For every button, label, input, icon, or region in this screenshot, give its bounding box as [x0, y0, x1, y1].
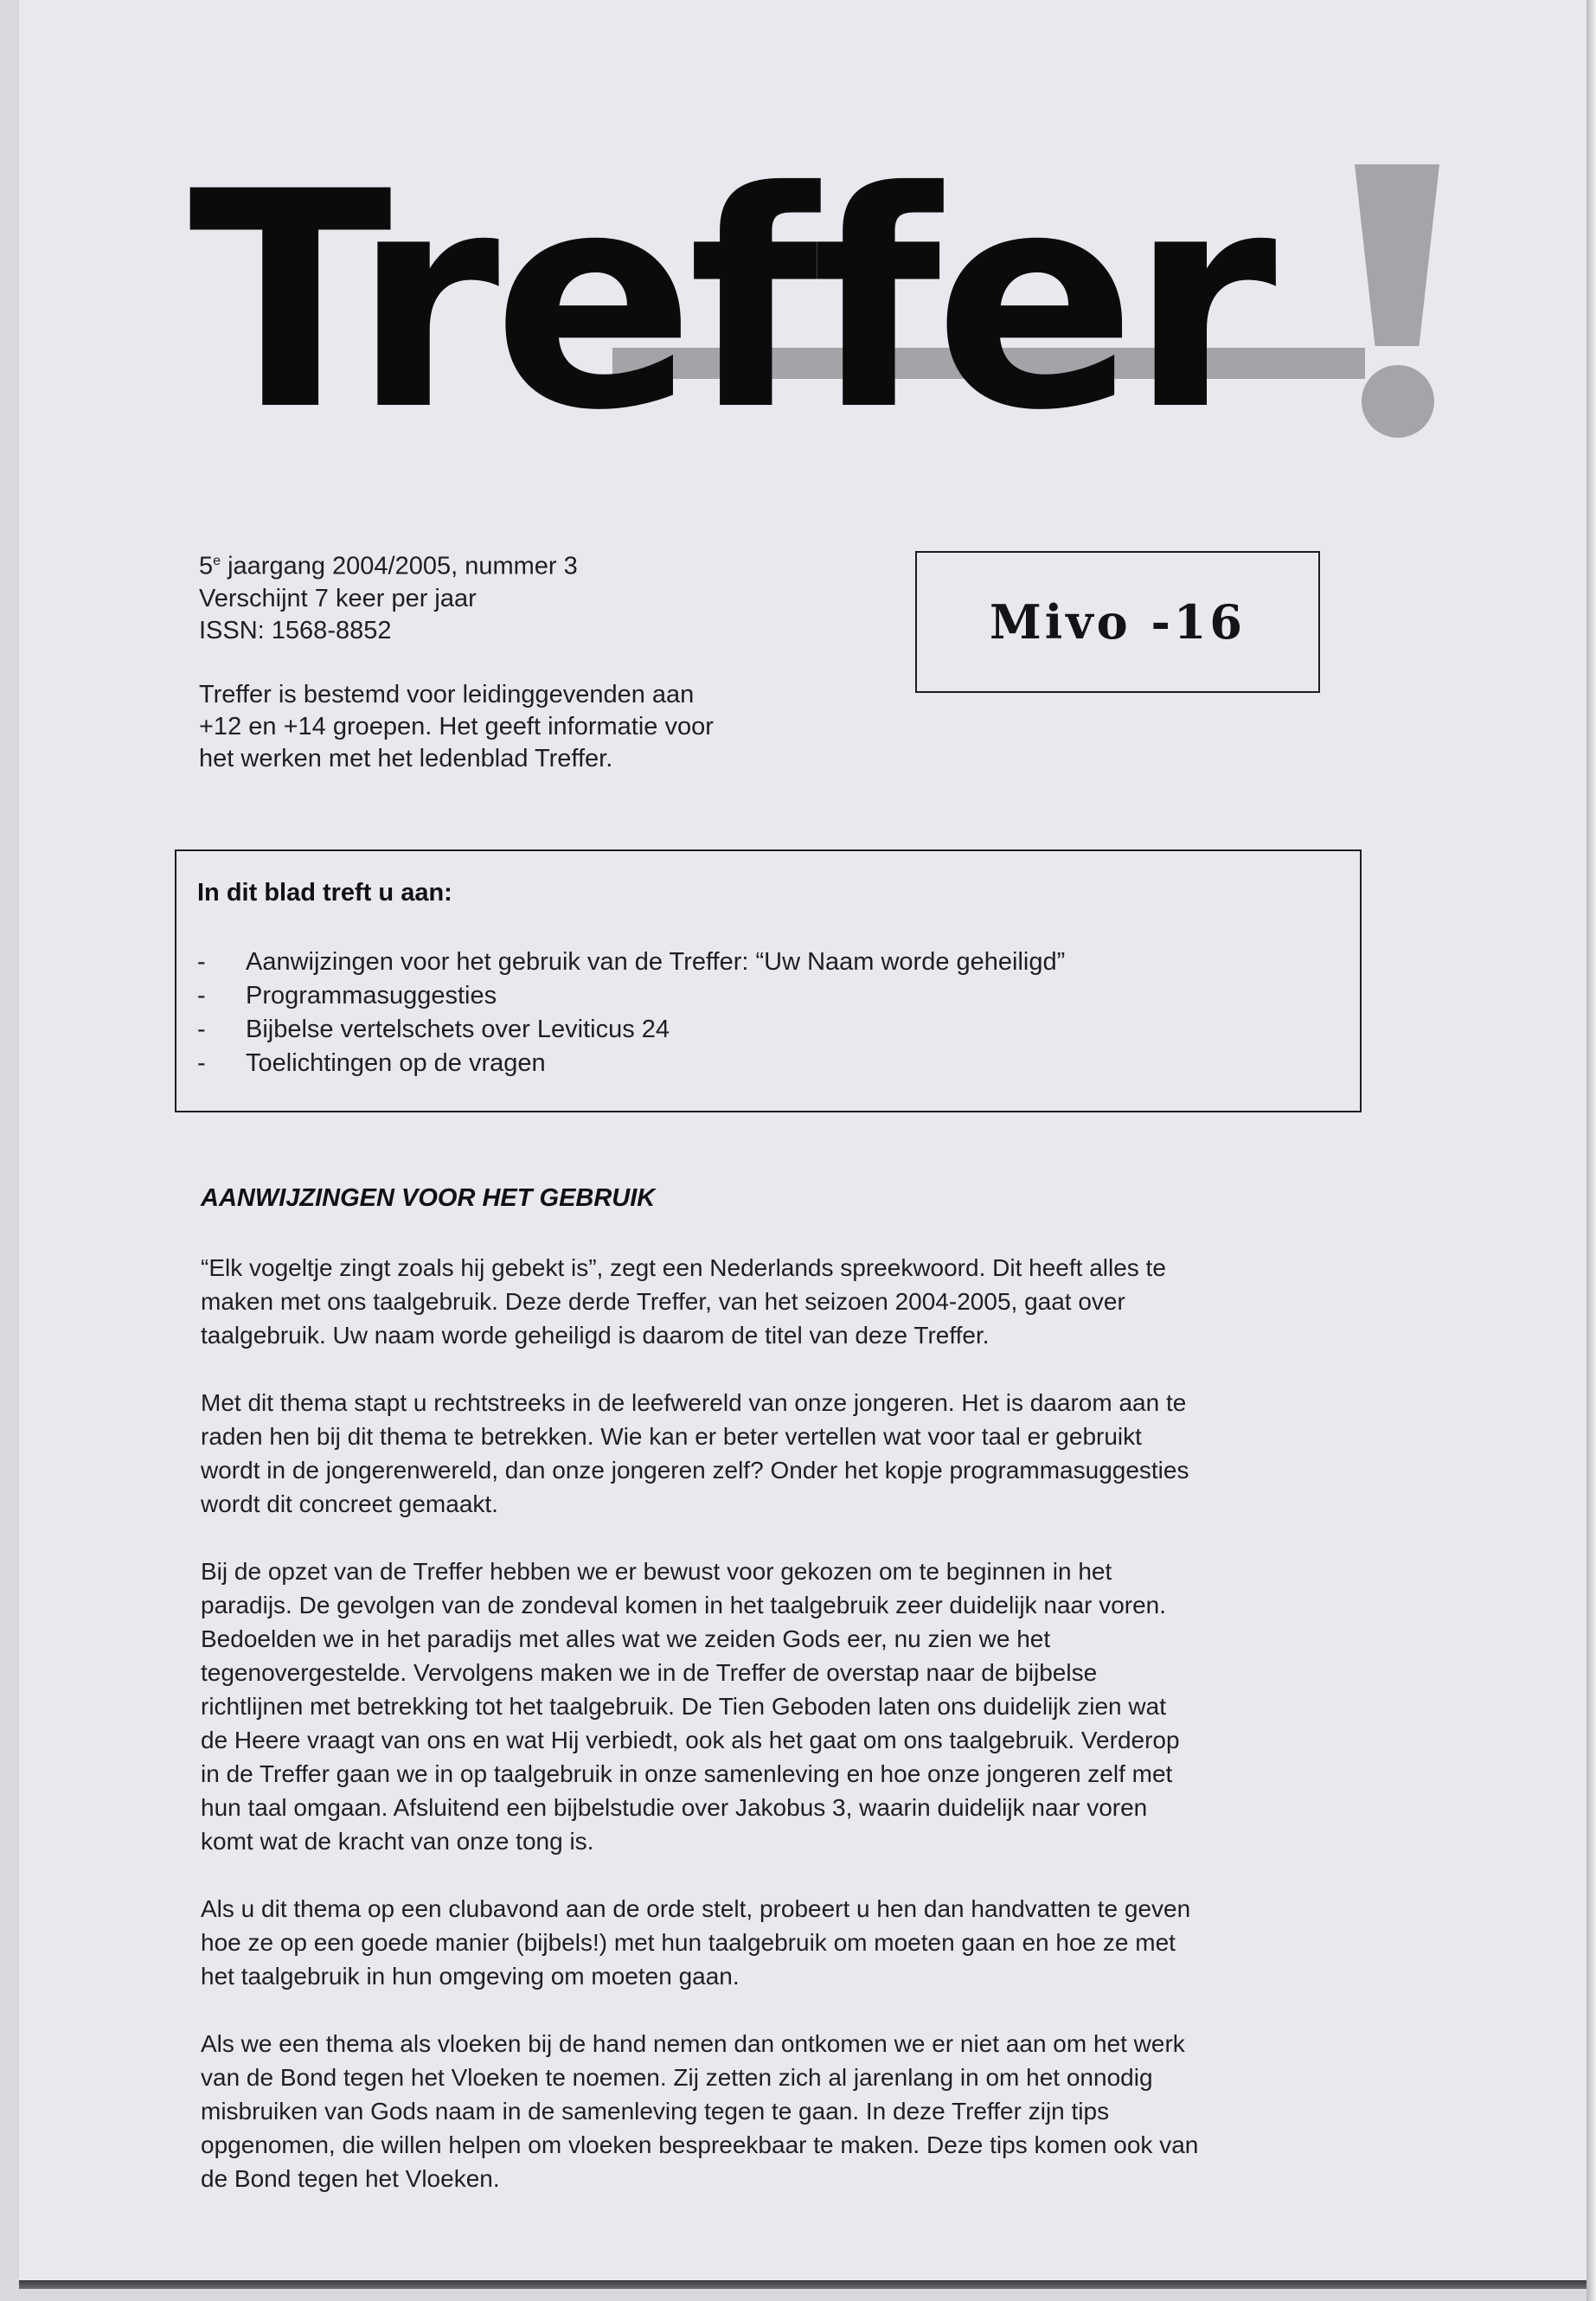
contents-item: - Programmasuggesties — [197, 979, 1341, 1013]
masthead — [189, 130, 1426, 502]
frequency-line: Verschijnt 7 keer per jaar — [199, 584, 477, 612]
issue-description: Treffer is bestemd voor leidinggevenden aan +12 en +14 groepen. Het geeft informatie voor het werken met het ledenblad Treffer. — [199, 680, 714, 772]
contents-item: - Aanwijzingen voor het gebruik van de Treffer: “Uw Naam worde geheiligd” — [197, 945, 1341, 979]
contents-box — [175, 849, 1362, 1112]
issn-line: ISSN: 1568-8852 — [199, 616, 392, 644]
volume-line: 5e jaargang 2004/2005, nummer 3 — [199, 552, 578, 580]
issue-info — [199, 545, 891, 775]
page-edge-bottom — [19, 2280, 1586, 2289]
body-paragraph: “Elk vogeltje zingt zoals hij gebekt is”, zegt een Nederlands spreekwoord. Dit heeft alles te maken met ons taalgebruik. Deze derde Treffer, van het seizoen 2004-2005, gaat over taalgebruik. Uw naam worde geheiligd is daarom de titel van deze Treffer. — [201, 1254, 1166, 1349]
masthead-title: Treffer — [189, 129, 1270, 476]
body-paragraph: Als u dit thema op een clubavond aan de orde stelt, probeert u hen dan handvatten te geven hoe ze op een goede manier (bijbels!) met hun taalgebruik om moeten gaan en hoe ze met het taalgebruik in hun omgeving om moeten gaan. — [201, 1895, 1191, 1990]
page-edge-right — [1586, 0, 1596, 2301]
exclamation-mark-logo — [1346, 164, 1448, 450]
body-paragraph: Bij de opzet van de Treffer hebben we er bewust voor gekozen om te beginnen in het paradijs. De gevolgen van de zondeval komen in het taalgebruik zeer duidelijk naar voren. Bedoelden we in het paradijs met alles wat we zeiden Gods eer, nu zien we het tegenovergestelde. Vervolgens maken we in de Treffer de overstap naar de bijbelse richtlijnen met betrekking tot het taalgebruik. De Tien Geboden laten ons duidelijk zien wat de Heere vraagt van ons en wat Hij verbiedt, ook als het gaat om ons taalgebruik. Verderop in de Treffer gaan we in op taalgebruik in onze samenleving en hoe onze jongeren zelf met hun taal omgaan. Afsluitend een bijbelstudie over Jakobus 3, waarin duidelijk naar voren komt wat de kracht van onze tong is. — [201, 1558, 1180, 1855]
contents-title: In dit blad treft u aan: — [197, 879, 452, 907]
contents-list — [197, 945, 1341, 1080]
section-heading: AANWIJZINGEN VOOR HET GEBRUIK — [201, 1184, 656, 1212]
body-paragraph: Als we een thema als vloeken bij de hand nemen dan ontkomen we er niet aan om het werk van de Bond tegen het Vloeken te noemen. Zij zetten zich al jarenlang in om het onnodig misbruiken van Gods naam in de samenleving tegen te gaan. In deze Treffer zijn tips opgenomen, die willen helpen om vloeken bespreekbaar te maken. Deze tips komen ook van de Bond tegen het Vloeken. — [201, 2030, 1199, 2192]
mivo-code-label: Mivo -16 — [989, 594, 1247, 650]
mivo-code-box — [915, 551, 1320, 693]
contents-item: - Bijbelse vertelschets over Leviticus 24 — [197, 1013, 1341, 1047]
body-paragraph: Met dit thema stapt u rechtstreeks in de leefwereld van onze jongeren. Het is daarom aan te raden hen bij dit thema te betrekken. Wie kan er beter vertellen wat voor taal er gebruikt wordt in de jongerenwereld, dan onze jongeren zelf? Onder het kopje programmasuggesties wordt dit concreet gemaakt. — [201, 1389, 1189, 1517]
contents-item: - Toelichtingen op de vragen — [197, 1047, 1341, 1080]
exclamation-dot — [1362, 365, 1434, 438]
exclamation-stem — [1355, 164, 1439, 346]
body-text — [201, 1251, 1420, 2229]
